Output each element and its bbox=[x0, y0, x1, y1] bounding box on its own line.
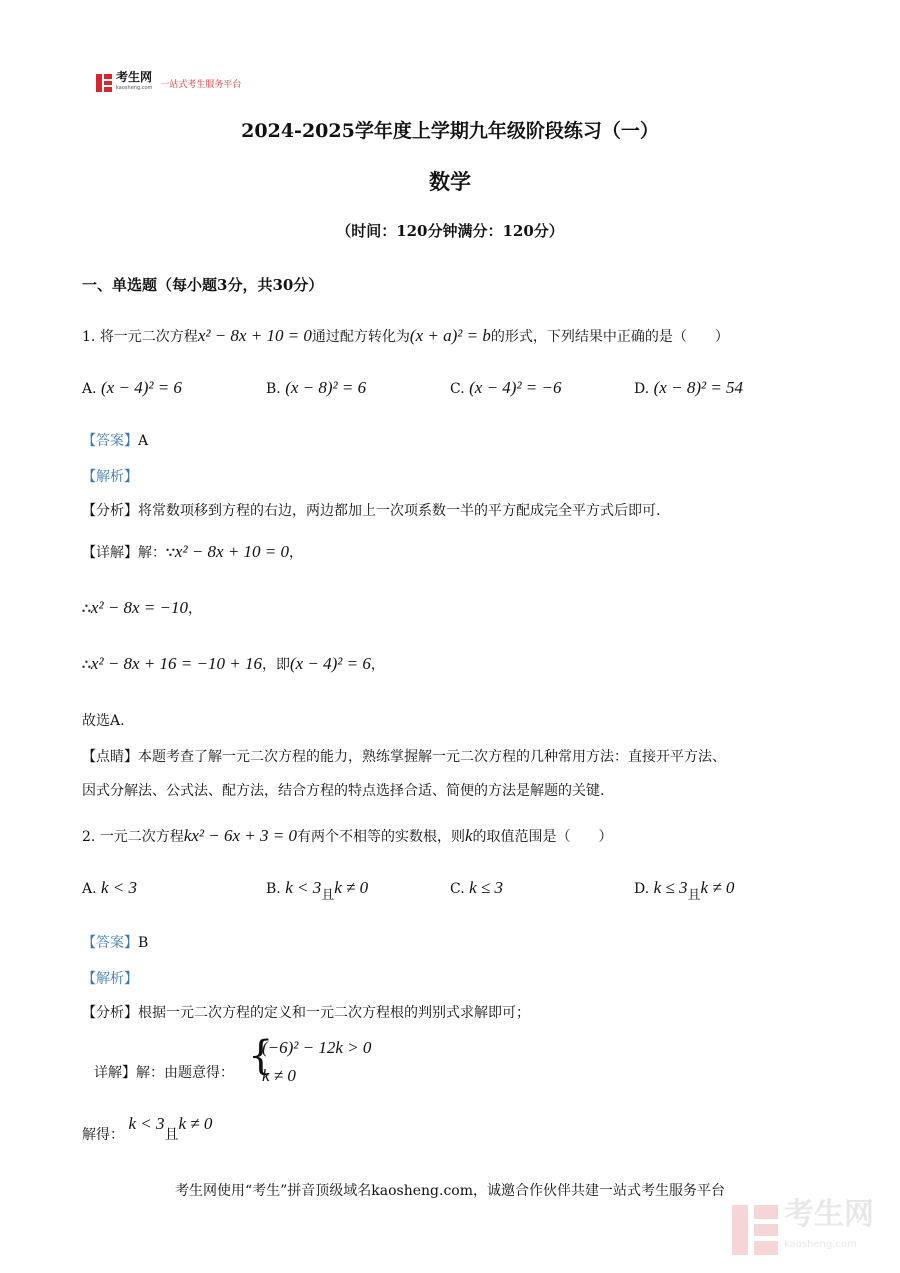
option-equation: k ≤ 3 bbox=[469, 878, 504, 897]
q2-solution bbox=[82, 1114, 213, 1144]
comment-text-1: 本题考查了解一元二次方程的能力，熟练掌握解一元二次方程的几种常用方法：直接开平方法、 bbox=[138, 749, 726, 765]
option-label: A. bbox=[82, 381, 97, 397]
step3-mid: ，即 bbox=[261, 657, 290, 673]
punctuation: ， bbox=[188, 601, 203, 617]
q1-conclusion: 故选A. bbox=[82, 713, 125, 729]
q2-text-1: 一元二次方程 bbox=[99, 829, 184, 845]
site-logo bbox=[96, 72, 241, 94]
comment-tag: 【点睛】 bbox=[82, 749, 138, 765]
q1-option-d[interactable] bbox=[634, 378, 743, 398]
section-heading: 一、单选题（每小题3分，共30分） bbox=[82, 276, 324, 294]
watermark bbox=[732, 1197, 874, 1260]
q1-detail-line-3 bbox=[82, 654, 385, 674]
detail-prefix: 解： bbox=[138, 545, 166, 561]
option-equation: (x − 4)² = 6 bbox=[101, 378, 182, 397]
q1-option-a[interactable] bbox=[82, 378, 182, 398]
solution-connector: 且 bbox=[164, 1127, 179, 1143]
watermark-domain: kaosheng.com bbox=[784, 1239, 857, 1250]
because-symbol: ∵ bbox=[166, 545, 175, 561]
option-equation: k < 3 bbox=[285, 878, 322, 897]
option-connector: 且 bbox=[321, 888, 335, 903]
q1-step-3: x² − 8x + 16 = −10 + 16 bbox=[90, 654, 262, 673]
q2-answer bbox=[82, 932, 148, 952]
logo-domain: kaosheng.com bbox=[116, 85, 153, 91]
fenxi-tag: 【分析】 bbox=[82, 1005, 138, 1021]
answer-tag: 【答案】 bbox=[82, 935, 138, 951]
option-label: A. bbox=[82, 881, 97, 897]
q2-equation: kx² − 6x + 3 = 0 bbox=[183, 826, 297, 845]
q2-fenxi bbox=[82, 1002, 530, 1022]
q1-option-b[interactable] bbox=[266, 378, 366, 398]
q2-text-3: 的取值范围是（ ） bbox=[472, 829, 613, 845]
logo-icon bbox=[96, 74, 112, 92]
q1-comment-1 bbox=[82, 746, 726, 766]
q2-number: 2. bbox=[82, 829, 96, 845]
q2-system-line-1: (−6)² − 12k > 0 bbox=[262, 1038, 372, 1057]
q2-option-c[interactable] bbox=[450, 878, 503, 898]
q1-fenxi bbox=[82, 500, 660, 520]
option-equation-2: k ≠ 0 bbox=[700, 878, 735, 897]
exam-info: （时间：120分钟满分：120分） bbox=[336, 222, 564, 240]
q1-step-2: x² − 8x = −10 bbox=[90, 598, 189, 617]
q1-step-1: x² − 8x + 10 = 0 bbox=[174, 542, 290, 561]
option-label: B. bbox=[266, 381, 281, 397]
answer-tag: 【答案】 bbox=[82, 433, 138, 449]
q1-detail-line-2 bbox=[82, 598, 202, 618]
watermark-name: 考生网 bbox=[784, 1197, 874, 1232]
page-title: 2024-2025学年度上学期九年级阶段练习（一） bbox=[241, 120, 659, 142]
q1-text-3: 的形式，下列结果中正确的是（ ） bbox=[490, 329, 729, 345]
question-1-stem bbox=[82, 326, 729, 346]
option-equation: (x − 4)² = −6 bbox=[469, 378, 562, 397]
q2-option-a[interactable] bbox=[82, 878, 137, 898]
q2-solution-2: k ≠ 0 bbox=[178, 1114, 213, 1133]
fenxi-text: 根据一元二次方程的定义和一元二次方程根的判别式求解即可； bbox=[138, 1005, 530, 1021]
q2-system-line-2: k ≠ 0 bbox=[262, 1066, 296, 1085]
logo-name: 考生网 bbox=[116, 70, 153, 84]
system-brace: { bbox=[248, 1033, 274, 1079]
q1-text-1: 将一元二次方程 bbox=[99, 329, 198, 345]
watermark-logo-icon bbox=[732, 1205, 778, 1255]
q2-text-2: 有两个不相等的实数根，则 bbox=[296, 829, 465, 845]
option-label: D. bbox=[634, 881, 650, 897]
q1-analysis-tag: 【解析】 bbox=[82, 469, 138, 485]
q1-answer bbox=[82, 430, 148, 450]
q1-comment-2: 因式分解法、公式法、配方法，结合方程的特点选择合适、简便的方法是解题的关键. bbox=[82, 783, 605, 799]
answer-value: A bbox=[138, 433, 149, 449]
q1-number: 1. bbox=[82, 329, 96, 345]
q2-option-d[interactable] bbox=[634, 878, 735, 903]
q1-equation: x² − 8x + 10 = 0 bbox=[197, 326, 312, 345]
punctuation: ， bbox=[370, 657, 385, 673]
therefore-symbol: ∴ bbox=[82, 601, 91, 617]
answer-value: B bbox=[138, 935, 149, 951]
subject-title: 数学 bbox=[429, 169, 471, 194]
q1-text-2: 通过配方转化为 bbox=[311, 329, 410, 345]
therefore-symbol: ∴ bbox=[82, 657, 91, 673]
q1-target-form: (x + a)² = b bbox=[409, 326, 491, 345]
q2-analysis-tag: 【解析】 bbox=[82, 971, 138, 987]
logo-slogan: 一站式考生服务平台 bbox=[160, 79, 242, 90]
option-equation: k < 3 bbox=[101, 878, 138, 897]
question-2-stem bbox=[82, 826, 613, 846]
q2-variable: k bbox=[464, 826, 473, 845]
q2-solution-1: k < 3 bbox=[128, 1114, 165, 1133]
fenxi-text: 将常数项移到方程的右边，两边都加上一次项系数一半的平方配成完全平方式后即可. bbox=[138, 503, 661, 519]
option-label: C. bbox=[450, 881, 465, 897]
option-connector: 且 bbox=[687, 888, 701, 903]
option-equation: (x − 8)² = 6 bbox=[285, 378, 367, 397]
q1-step-3b: (x − 4)² = 6 bbox=[289, 654, 371, 673]
solve-label: 解得： bbox=[82, 1127, 124, 1143]
page-footer: 考生网使用“考生”拼音顶级域名kaosheng.com，诚邀合作伙伴共建一站式考生服务平台 bbox=[174, 1183, 726, 1199]
q2-option-b[interactable] bbox=[266, 878, 369, 903]
option-equation-2: k ≠ 0 bbox=[334, 878, 369, 897]
detail-tag: 【详解】 bbox=[82, 545, 138, 561]
option-equation: (x − 8)² = 54 bbox=[653, 378, 744, 397]
option-equation: k ≤ 3 bbox=[653, 878, 688, 897]
q1-detail-line-1 bbox=[82, 542, 303, 562]
q1-option-c[interactable] bbox=[450, 378, 562, 398]
option-label: D. bbox=[634, 381, 650, 397]
punctuation: ， bbox=[289, 545, 304, 561]
option-label: B. bbox=[266, 881, 281, 897]
q2-detail-label: 详解】解：由题意得： bbox=[94, 1065, 234, 1081]
fenxi-tag: 【分析】 bbox=[82, 503, 138, 519]
option-label: C. bbox=[450, 381, 465, 397]
